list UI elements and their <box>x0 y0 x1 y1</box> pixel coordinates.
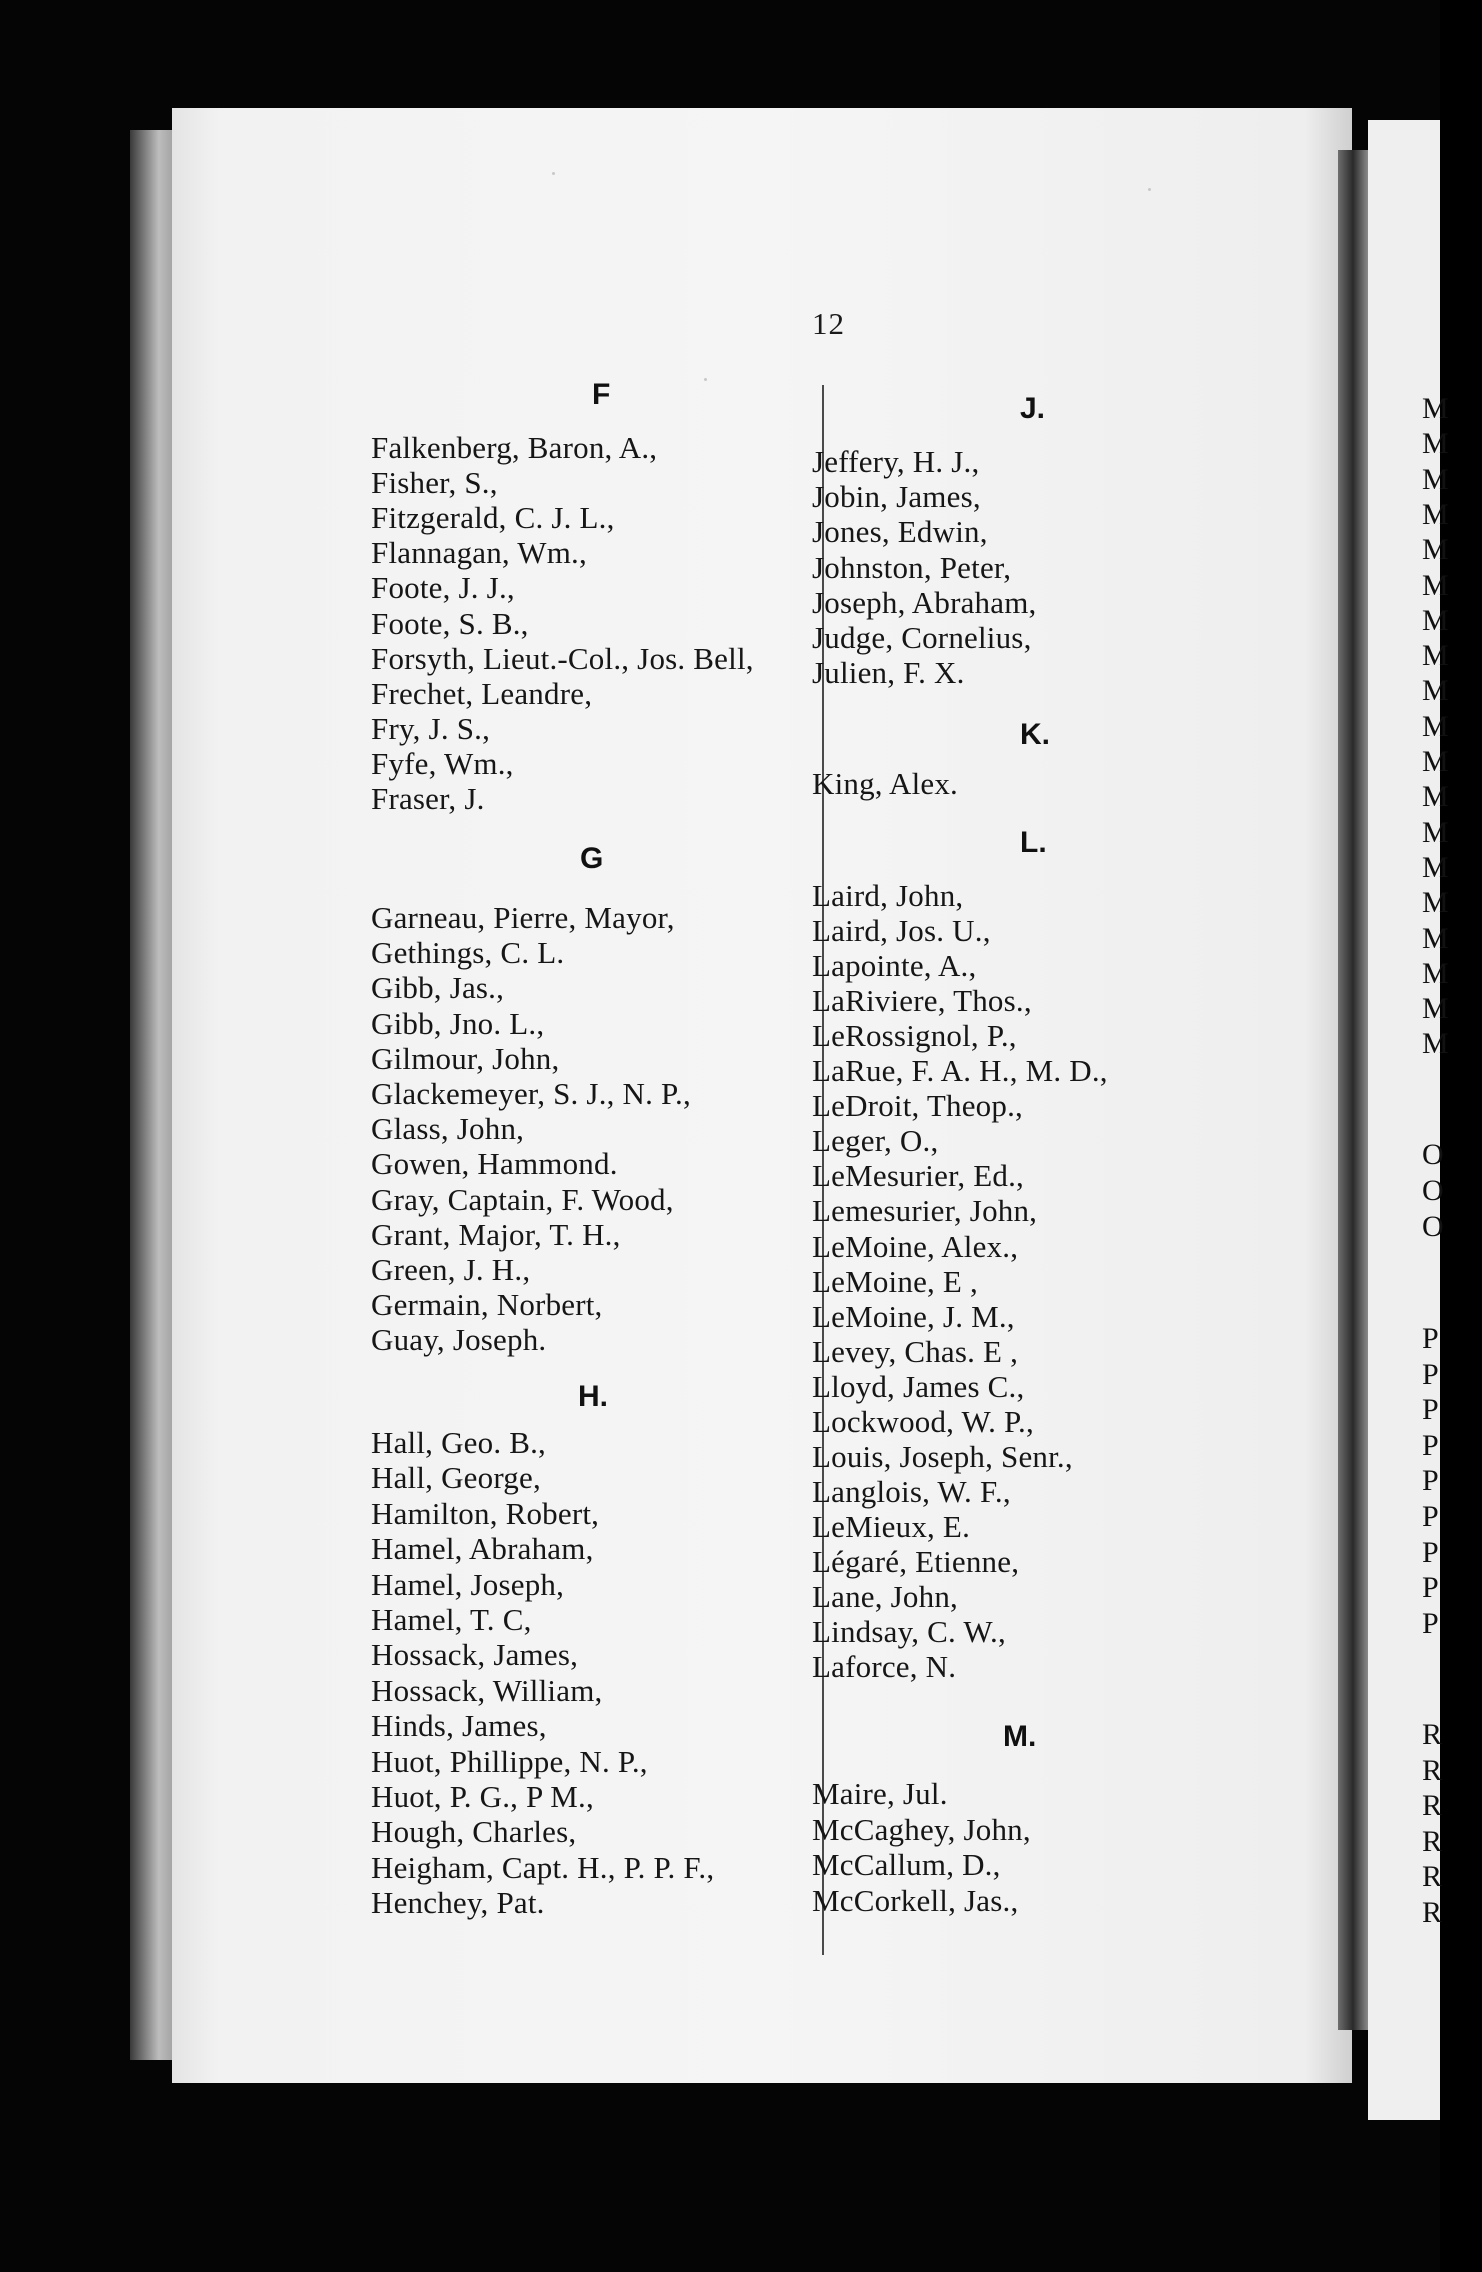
directory-entry: McCallum, D., <box>812 1847 1001 1882</box>
directory-entry: LeRossignol, P., <box>812 1018 1017 1054</box>
previous-page-edge <box>130 130 178 2060</box>
facing-page-letter: M <box>1422 992 1449 1026</box>
facing-page-letter: O <box>1422 1138 1444 1171</box>
facing-page-letter: R <box>1422 1789 1443 1822</box>
directory-entry: Jeffery, H. J., <box>812 444 980 479</box>
directory-entry: Langlois, W. F., <box>812 1473 1011 1509</box>
directory-entry: LeMesurier, Ed., <box>812 1158 1024 1194</box>
directory-entry: Leger, O., <box>812 1123 939 1159</box>
facing-page-letter: P <box>1422 1535 1439 1569</box>
facing-page-letter: P <box>1422 1464 1439 1498</box>
directory-entry: Germain, Norbert, <box>371 1287 603 1323</box>
directory-entry: Hamel, T. C, <box>371 1602 532 1637</box>
directory-entry: Forsyth, Lieut.-Col., Jos. Bell, <box>371 640 754 676</box>
section-heading: J. <box>1020 392 1046 425</box>
directory-entry: Huot, P. G., P M., <box>371 1779 594 1814</box>
directory-entry: Huot, Phillippe, N. P., <box>371 1743 648 1779</box>
facing-page-letter: P <box>1422 1571 1439 1605</box>
directory-entry: Flannagan, Wm., <box>371 535 587 571</box>
directory-entry: Jones, Edwin, <box>812 514 988 550</box>
facing-page-letter: M <box>1422 921 1449 955</box>
directory-entry: McCaghey, John, <box>812 1811 1031 1847</box>
directory-entry: Frechet, Leandre, <box>371 675 593 711</box>
document-page <box>172 108 1352 2083</box>
facing-page-letter: O <box>1422 1174 1444 1207</box>
facing-page-letter: M <box>1422 745 1449 778</box>
directory-entry: Grant, Major, T. H., <box>371 1216 621 1252</box>
directory-entry: Hall, Geo. B., <box>371 1425 546 1460</box>
directory-entry: Glackemeyer, S. J., N. P., <box>371 1076 691 1111</box>
binding-gutter <box>1338 150 1368 2030</box>
directory-entry: Fraser, J. <box>371 781 485 816</box>
directory-entry: LaRue, F. A. H., M. D., <box>812 1053 1108 1089</box>
directory-entry: Fitzgerald, C. J. L., <box>371 500 615 536</box>
directory-entry: Foote, J. J., <box>371 570 515 606</box>
facing-page-letter: P <box>1422 1322 1439 1355</box>
facing-page-letter: P <box>1422 1428 1439 1462</box>
directory-entry: Joseph, Abraham, <box>812 584 1037 620</box>
directory-entry: King, Alex. <box>812 766 958 801</box>
facing-page-letter: M <box>1422 568 1449 602</box>
section-heading: M. <box>1003 1720 1037 1753</box>
facing-page-letter: M <box>1422 886 1449 920</box>
section-heading: H. <box>578 1380 608 1413</box>
facing-page-letter: R <box>1422 1718 1443 1751</box>
directory-entry: McCorkell, Jas., <box>812 1882 1019 1918</box>
facing-page-letter: P <box>1422 1500 1439 1533</box>
directory-entry: Gilmour, John, <box>371 1040 560 1076</box>
directory-entry: Johnston, Peter, <box>812 549 1012 585</box>
section-heading: K. <box>1020 718 1050 751</box>
page-number: 12 <box>812 306 845 341</box>
facing-page-letter: M <box>1422 956 1449 990</box>
directory-entry: Gray, Captain, F. Wood, <box>371 1181 674 1217</box>
directory-entry: Levey, Chas. E , <box>812 1333 1019 1369</box>
facing-page-letter: M <box>1422 427 1449 461</box>
directory-entry: Hough, Charles, <box>371 1814 577 1850</box>
section-heading: F <box>592 378 611 411</box>
directory-entry: Laforce, N. <box>812 1649 957 1685</box>
facing-page-letter: M <box>1422 603 1449 637</box>
facing-page-letter: P <box>1422 1393 1439 1427</box>
directory-entry: Laird, John, <box>812 878 964 913</box>
directory-entry: Fyfe, Wm., <box>371 745 514 781</box>
facing-page-letter: M <box>1422 1027 1449 1061</box>
paper-speck <box>1148 188 1151 191</box>
directory-entry: Hall, George, <box>371 1460 541 1496</box>
paper-speck <box>704 378 707 381</box>
directory-entry: Fry, J. S., <box>371 710 491 746</box>
directory-entry: Lloyd, James C., <box>812 1368 1025 1404</box>
facing-page-letter: M <box>1422 850 1449 884</box>
directory-entry: Lemesurier, John, <box>812 1193 1038 1229</box>
facing-page-letter: M <box>1422 780 1449 814</box>
directory-entry: Henchey, Pat. <box>371 1885 545 1921</box>
facing-page-letter: M <box>1422 815 1449 849</box>
directory-entry: Hamel, Joseph, <box>371 1566 565 1602</box>
directory-entry: Judge, Cornelius, <box>812 620 1032 655</box>
directory-entry: Hamilton, Robert, <box>371 1495 600 1531</box>
directory-entry: Guay, Joseph. <box>371 1322 547 1358</box>
directory-entry: Hossack, William, <box>371 1672 603 1708</box>
directory-entry: Lockwood, W. P., <box>812 1403 1034 1439</box>
facing-page-letter: M <box>1422 533 1449 567</box>
facing-page-letter: R <box>1422 1895 1443 1929</box>
facing-page-letter: M <box>1422 497 1449 531</box>
facing-page-letter: R <box>1422 1753 1443 1787</box>
directory-entry: Maire, Jul. <box>812 1776 948 1811</box>
directory-entry: Garneau, Pierre, Mayor, <box>371 900 675 935</box>
directory-entry: Hamel, Abraham, <box>371 1531 594 1567</box>
facing-page-letter: M <box>1422 462 1449 496</box>
directory-entry: Green, J. H., <box>371 1252 531 1287</box>
directory-entry: Hinds, James, <box>371 1708 547 1744</box>
section-heading: L. <box>1020 826 1047 859</box>
directory-entry: LeMoine, E , <box>812 1263 978 1299</box>
directory-entry: Légaré, Etienne, <box>812 1543 1020 1579</box>
directory-entry: Gowen, Hammond. <box>371 1146 618 1182</box>
directory-entry: LeMoine, J. M., <box>812 1298 1015 1334</box>
directory-entry: Foote, S. B., <box>371 605 529 641</box>
directory-entry: Hossack, James, <box>371 1637 579 1673</box>
facing-page-letter: M <box>1422 639 1449 673</box>
section-heading: G <box>580 842 604 875</box>
directory-entry: LeMieux, E. <box>812 1508 971 1544</box>
facing-page-letter: P <box>1422 1606 1439 1640</box>
directory-entry: Jobin, James, <box>812 479 981 515</box>
directory-entry: Heigham, Capt. H., P. P. F., <box>371 1849 715 1885</box>
paper-speck <box>552 172 555 175</box>
directory-entry: Fisher, S., <box>371 465 498 501</box>
directory-entry: Glass, John, <box>371 1111 525 1147</box>
facing-page-letter: M <box>1422 709 1449 743</box>
directory-entry: LeDroit, Theop., <box>812 1088 1023 1124</box>
directory-entry: Gethings, C. L. <box>371 935 565 971</box>
facing-page-letter: P <box>1422 1357 1439 1391</box>
facing-page-letter: R <box>1422 1860 1443 1893</box>
directory-entry: LeMoine, Alex., <box>812 1228 1019 1264</box>
directory-entry: Julien, F. X. <box>812 655 965 691</box>
directory-entry: Gibb, Jno. L., <box>371 1005 545 1041</box>
directory-entry: LaRiviere, Thos., <box>812 983 1032 1019</box>
directory-entry: Louis, Joseph, Senr., <box>812 1438 1073 1474</box>
directory-entry: Lapointe, A., <box>812 948 977 984</box>
directory-entry: Lane, John, <box>812 1579 958 1614</box>
directory-entry: Lindsay, C. W., <box>812 1614 1006 1650</box>
facing-page-letter: R <box>1422 1824 1443 1858</box>
facing-page-letter: O <box>1422 1210 1444 1243</box>
directory-entry: Gibb, Jas., <box>371 970 505 1006</box>
directory-entry: Falkenberg, Baron, A., <box>371 430 658 465</box>
facing-page-letter: M <box>1422 674 1449 708</box>
directory-entry: Laird, Jos. U., <box>812 913 991 949</box>
facing-page-letter: M <box>1422 392 1449 425</box>
